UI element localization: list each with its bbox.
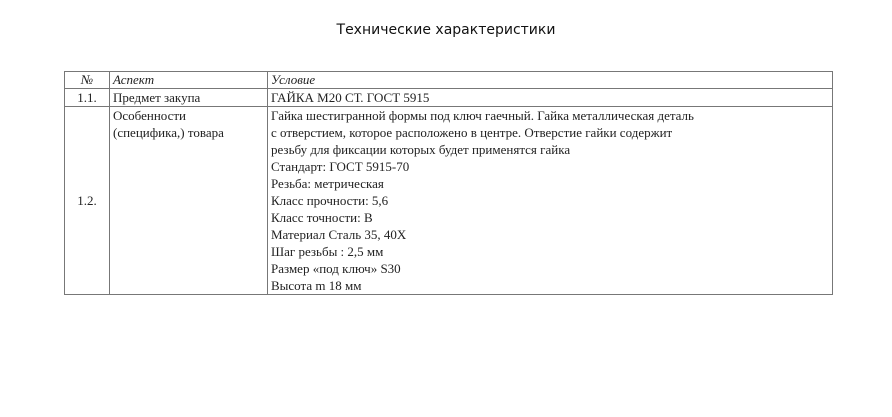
aspect-line: (специфика,) товара bbox=[113, 125, 224, 140]
spec-wrench-size: Размер «под ключ» S30 bbox=[271, 261, 401, 276]
spec-strength-class: Класс прочности: 5,6 bbox=[271, 193, 389, 208]
description-line: с отверстием, которое расположено в центре. Отверстие гайки содержит bbox=[271, 125, 673, 140]
spec-standard: Стандарт: ГОСТ 5915-70 bbox=[271, 159, 410, 174]
spec-accuracy-class: Класс точности: В bbox=[271, 210, 373, 225]
row-number: 1.2. bbox=[65, 107, 110, 295]
spec-thread-pitch: Шаг резьбы : 2,5 мм bbox=[271, 244, 384, 259]
header-condition: Условие bbox=[268, 72, 833, 89]
table-row bbox=[65, 107, 833, 295]
row-number: 1.1. bbox=[65, 89, 110, 107]
table-row bbox=[65, 89, 833, 107]
row-aspect bbox=[110, 107, 268, 295]
row-condition: ГАЙКА М20 СТ. ГОСТ 5915 bbox=[268, 89, 833, 107]
description-line: Гайка шестигранной формы под ключ гаечный. Гайка металлическая деталь bbox=[271, 108, 694, 123]
header-number: № bbox=[65, 72, 110, 89]
header-aspect: Аспект bbox=[110, 72, 268, 89]
aspect-line: Особенности bbox=[113, 108, 187, 123]
document-title: Технические характеристики bbox=[336, 22, 556, 38]
row-aspect: Предмет закупа bbox=[110, 89, 268, 107]
description-line: резьбу для фиксации которых будет применятся гайка bbox=[271, 142, 571, 157]
row-condition bbox=[268, 107, 833, 295]
table-header-row bbox=[65, 72, 833, 89]
spec-height: Высота m 18 мм bbox=[271, 278, 362, 293]
spec-thread: Резьба: метрическая bbox=[271, 176, 384, 191]
spec-material: Материал Сталь 35, 40Х bbox=[271, 227, 407, 242]
specification-table bbox=[64, 71, 833, 295]
